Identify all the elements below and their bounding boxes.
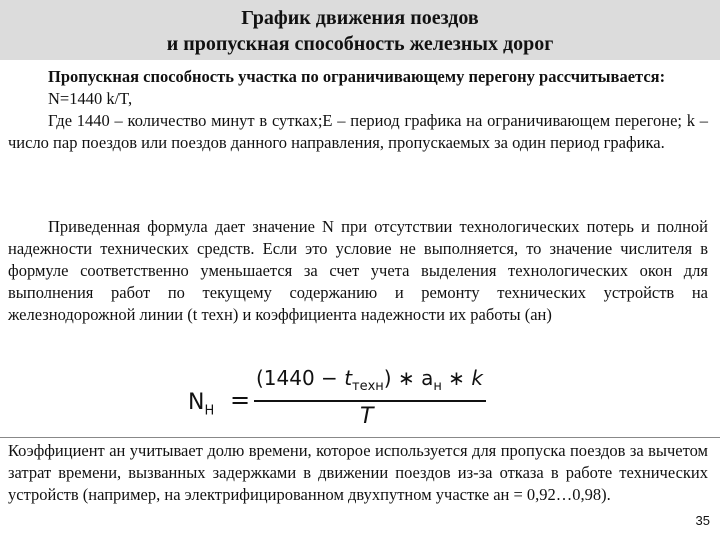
formula-lhs: $N_Н$ (188, 390, 215, 419)
slide-header (0, 0, 720, 60)
capacity-heading: Пропускная способность участка по ограничивающему перегону рассчитывается: (48, 67, 666, 86)
formula-fraction-bar (254, 400, 486, 402)
paragraph-reliability: Приведенная формула дает значение N при отсутствии технологических потерь и полной надежности технических средств. Если это условие не выполняется, то значение числителя в формуле соответственно уменьшается за счет учета выделения технологических окон для выполнения работ по текущему содержанию и ремонту технических устройств на железнодорожной линии (t техн) и коэффициента надежности их работы (ан) (8, 217, 708, 324)
page-number: 35 (695, 513, 710, 528)
paragraph-capacity (8, 66, 708, 154)
slide-title-line2: и пропускная способность железных дорог (166, 33, 554, 55)
formula-denominator: T (360, 404, 374, 429)
capacity-formula (188, 366, 493, 436)
separator-line (0, 437, 720, 438)
formula-explanation: Где 1440 – количество минут в сутках;Е – период графика на ограничивающем перегоне; k – число пар поездов или поездов данного направления, пропускаемых за один период графика. (8, 111, 708, 152)
paragraph-coefficient: Коэффициент ан учитывает долю времени, которое используется для пропуска поездов за вычетом затрат времени, вызванных задержками в движении поездов из-за отказа в работе технических устройств (например, на электрифицированном двухпутном участке ан = 0,92…0,98). (8, 441, 708, 504)
slide-title-line1: График движения поездов (241, 7, 479, 29)
formula-equals: = (230, 386, 251, 414)
formula-numerator: $(1440 - t_{техн})$ ∗ $а_н$ ∗ k (256, 366, 483, 394)
formula-line: N=1440 k/T, (48, 89, 133, 108)
